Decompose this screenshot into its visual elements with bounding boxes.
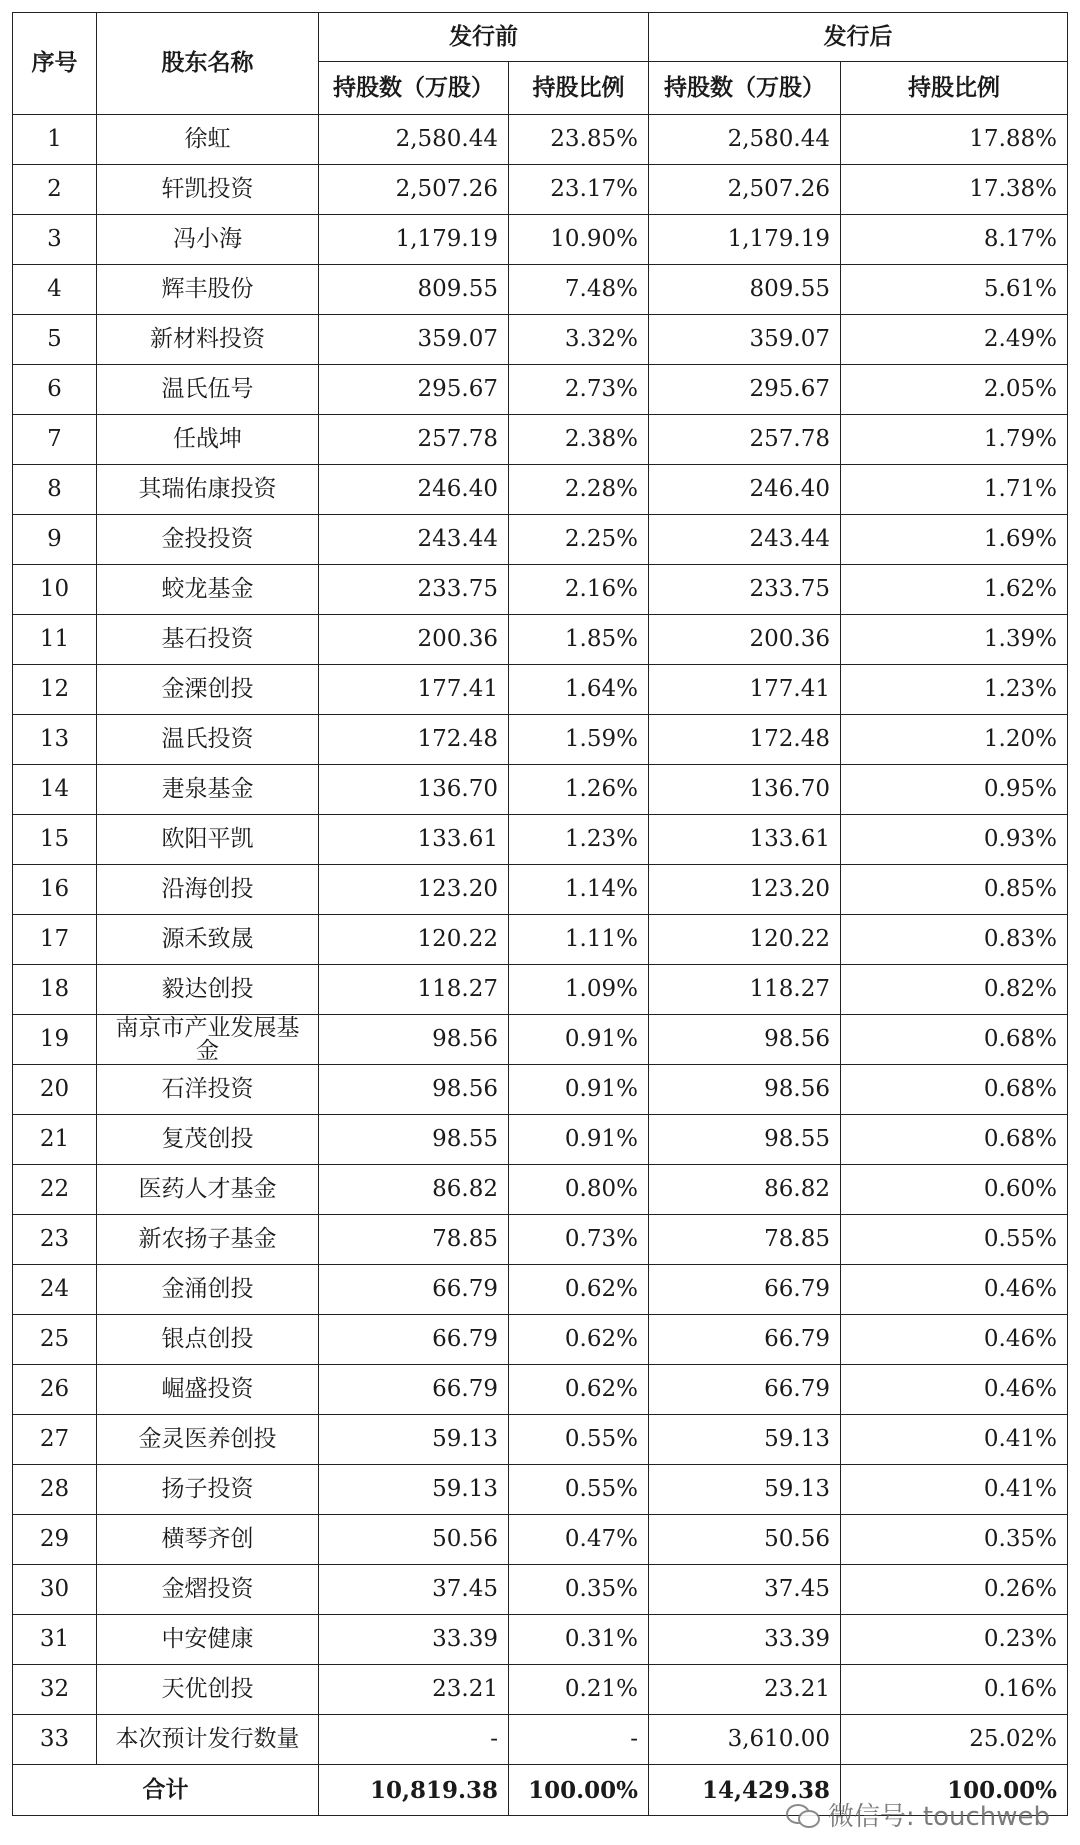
total-label: 合计 [13, 1765, 319, 1816]
table-row [13, 1415, 1068, 1465]
row-before-ratio: 0.21% [509, 1665, 649, 1715]
row-after-ratio: 0.85% [841, 865, 1068, 915]
row-before-shares: 2,507.26 [319, 165, 509, 215]
row-seq: 10 [13, 565, 97, 615]
row-seq: 6 [13, 365, 97, 415]
row-after-shares: 243.44 [649, 515, 841, 565]
row-after-shares: 33.39 [649, 1615, 841, 1665]
row-name: 银点创投 [97, 1315, 319, 1365]
row-after-shares: 59.13 [649, 1415, 841, 1465]
row-before-shares: 66.79 [319, 1265, 509, 1315]
row-seq: 21 [13, 1115, 97, 1165]
row-before-ratio: 3.32% [509, 315, 649, 365]
row-seq: 30 [13, 1565, 97, 1615]
wechat-icon [786, 1802, 820, 1828]
row-seq: 17 [13, 915, 97, 965]
table-body [13, 115, 1068, 1765]
table-row [13, 515, 1068, 565]
row-before-ratio: 1.26% [509, 765, 649, 815]
header-before: 发行前 [319, 13, 649, 62]
row-before-ratio: 1.85% [509, 615, 649, 665]
row-before-ratio: - [509, 1715, 649, 1765]
row-name: 轩凯投资 [97, 165, 319, 215]
row-after-shares: 359.07 [649, 315, 841, 365]
row-name: 疌泉基金 [97, 765, 319, 815]
row-before-shares: 172.48 [319, 715, 509, 765]
row-name: 毅达创投 [97, 965, 319, 1015]
table-row [13, 1715, 1068, 1765]
row-before-shares: 809.55 [319, 265, 509, 315]
row-after-shares: 2,507.26 [649, 165, 841, 215]
row-after-ratio: 0.16% [841, 1665, 1068, 1715]
table-row [13, 215, 1068, 265]
table-row [13, 165, 1068, 215]
row-before-shares: 120.22 [319, 915, 509, 965]
row-after-shares: 1,179.19 [649, 215, 841, 265]
row-after-ratio: 0.46% [841, 1315, 1068, 1365]
header-seq: 序号 [13, 13, 97, 115]
row-before-ratio: 0.91% [509, 1115, 649, 1165]
row-after-ratio: 0.82% [841, 965, 1068, 1015]
row-after-ratio: 5.61% [841, 265, 1068, 315]
row-seq: 14 [13, 765, 97, 815]
row-after-shares: 23.21 [649, 1665, 841, 1715]
row-name: 蛟龙基金 [97, 565, 319, 615]
row-after-ratio: 2.05% [841, 365, 1068, 415]
row-after-ratio: 0.46% [841, 1265, 1068, 1315]
row-before-shares: 98.56 [319, 1015, 509, 1065]
row-after-ratio: 0.95% [841, 765, 1068, 815]
row-name: 南京市产业发展基金 [97, 1015, 319, 1065]
table-row [13, 1065, 1068, 1115]
row-after-ratio: 17.38% [841, 165, 1068, 215]
row-seq: 16 [13, 865, 97, 915]
row-before-ratio: 0.62% [509, 1365, 649, 1415]
table-row [13, 1165, 1068, 1215]
table-row [13, 915, 1068, 965]
row-seq: 9 [13, 515, 97, 565]
row-before-ratio: 0.62% [509, 1265, 649, 1315]
row-after-shares: 200.36 [649, 615, 841, 665]
table-row [13, 1515, 1068, 1565]
row-name: 新材料投资 [97, 315, 319, 365]
row-before-shares: 257.78 [319, 415, 509, 465]
row-before-shares: 133.61 [319, 815, 509, 865]
table-row [13, 965, 1068, 1015]
row-after-shares: 233.75 [649, 565, 841, 615]
row-after-ratio: 0.23% [841, 1615, 1068, 1665]
row-seq: 33 [13, 1715, 97, 1765]
row-seq: 31 [13, 1615, 97, 1665]
table-row [13, 415, 1068, 465]
total-after-shares: 14,429.38 [649, 1765, 841, 1816]
table-row [13, 565, 1068, 615]
row-before-shares: 359.07 [319, 315, 509, 365]
row-after-ratio: 0.93% [841, 815, 1068, 865]
row-after-ratio: 25.02% [841, 1715, 1068, 1765]
row-after-ratio: 1.71% [841, 465, 1068, 515]
row-after-ratio: 1.23% [841, 665, 1068, 715]
row-before-shares: 59.13 [319, 1415, 509, 1465]
row-name: 温氏投资 [97, 715, 319, 765]
row-name: 本次预计发行数量 [97, 1715, 319, 1765]
row-seq: 8 [13, 465, 97, 515]
row-seq: 2 [13, 165, 97, 215]
row-before-ratio: 1.59% [509, 715, 649, 765]
row-name: 其瑞佑康投资 [97, 465, 319, 515]
row-before-shares: 123.20 [319, 865, 509, 915]
header-before-ratio: 持股比例 [509, 62, 649, 115]
table-row [13, 1615, 1068, 1665]
row-before-shares: 98.56 [319, 1065, 509, 1115]
row-before-ratio: 7.48% [509, 265, 649, 315]
table-row [13, 715, 1068, 765]
row-seq: 25 [13, 1315, 97, 1365]
header-after: 发行后 [649, 13, 1068, 62]
row-before-shares: 243.44 [319, 515, 509, 565]
row-before-shares: 233.75 [319, 565, 509, 615]
row-name: 崛盛投资 [97, 1365, 319, 1415]
row-after-ratio: 0.60% [841, 1165, 1068, 1215]
row-name: 金溧创投 [97, 665, 319, 715]
row-name: 扬子投资 [97, 1465, 319, 1515]
row-after-shares: 66.79 [649, 1315, 841, 1365]
table-row [13, 1015, 1068, 1065]
table-row [13, 1465, 1068, 1515]
table-row [13, 1115, 1068, 1165]
row-after-ratio: 1.62% [841, 565, 1068, 615]
row-after-shares: 123.20 [649, 865, 841, 915]
row-before-shares: 1,179.19 [319, 215, 509, 265]
row-after-ratio: 0.68% [841, 1015, 1068, 1065]
row-seq: 26 [13, 1365, 97, 1415]
row-after-shares: 2,580.44 [649, 115, 841, 165]
row-before-shares: 86.82 [319, 1165, 509, 1215]
row-after-ratio: 0.83% [841, 915, 1068, 965]
table-row [13, 665, 1068, 715]
header-name: 股东名称 [97, 13, 319, 115]
row-seq: 12 [13, 665, 97, 715]
row-seq: 20 [13, 1065, 97, 1115]
row-before-shares: 78.85 [319, 1215, 509, 1265]
row-after-shares: 809.55 [649, 265, 841, 315]
row-seq: 19 [13, 1015, 97, 1065]
row-before-shares: 98.55 [319, 1115, 509, 1165]
row-after-ratio: 0.68% [841, 1115, 1068, 1165]
table-row [13, 465, 1068, 515]
row-name: 医药人才基金 [97, 1165, 319, 1215]
total-before-ratio: 100.00% [509, 1765, 649, 1816]
row-seq: 28 [13, 1465, 97, 1515]
row-seq: 7 [13, 415, 97, 465]
row-after-shares: 66.79 [649, 1265, 841, 1315]
row-before-ratio: 2.16% [509, 565, 649, 615]
row-after-shares: 120.22 [649, 915, 841, 965]
row-name: 任战坤 [97, 415, 319, 465]
row-name: 横琴齐创 [97, 1515, 319, 1565]
table-row [13, 815, 1068, 865]
row-before-ratio: 0.91% [509, 1015, 649, 1065]
row-name: 冯小海 [97, 215, 319, 265]
table-row [13, 365, 1068, 415]
row-after-shares: 98.56 [649, 1015, 841, 1065]
watermark-text: 微信号: touchweb [827, 1802, 1050, 1832]
table-row [13, 1365, 1068, 1415]
row-after-shares: 37.45 [649, 1565, 841, 1615]
row-after-ratio: 17.88% [841, 115, 1068, 165]
row-seq: 1 [13, 115, 97, 165]
row-before-ratio: 1.23% [509, 815, 649, 865]
row-before-ratio: 2.38% [509, 415, 649, 465]
row-seq: 3 [13, 215, 97, 265]
row-after-ratio: 1.20% [841, 715, 1068, 765]
table-row [13, 1315, 1068, 1365]
row-after-shares: 257.78 [649, 415, 841, 465]
row-before-ratio: 23.85% [509, 115, 649, 165]
row-after-ratio: 1.79% [841, 415, 1068, 465]
row-before-ratio: 2.25% [509, 515, 649, 565]
row-seq: 24 [13, 1265, 97, 1315]
row-after-ratio: 0.26% [841, 1565, 1068, 1615]
row-before-ratio: 23.17% [509, 165, 649, 215]
row-name: 温氏伍号 [97, 365, 319, 415]
row-before-ratio: 2.73% [509, 365, 649, 415]
row-name: 源禾致晟 [97, 915, 319, 965]
row-before-ratio: 1.09% [509, 965, 649, 1015]
row-before-shares: 295.67 [319, 365, 509, 415]
row-after-shares: 118.27 [649, 965, 841, 1015]
row-before-ratio: 0.73% [509, 1215, 649, 1265]
row-after-ratio: 1.39% [841, 615, 1068, 665]
row-before-ratio: 10.90% [509, 215, 649, 265]
row-after-ratio: 1.69% [841, 515, 1068, 565]
row-before-ratio: 1.14% [509, 865, 649, 915]
header-before-shares: 持股数（万股） [319, 62, 509, 115]
row-after-shares: 136.70 [649, 765, 841, 815]
row-after-ratio: 0.68% [841, 1065, 1068, 1115]
row-name: 辉丰股份 [97, 265, 319, 315]
row-after-shares: 172.48 [649, 715, 841, 765]
row-after-shares: 86.82 [649, 1165, 841, 1215]
table-row [13, 865, 1068, 915]
row-seq: 22 [13, 1165, 97, 1215]
row-before-shares: 118.27 [319, 965, 509, 1015]
table-row [13, 265, 1068, 315]
table-row [13, 1215, 1068, 1265]
row-before-shares: 66.79 [319, 1315, 509, 1365]
row-seq: 18 [13, 965, 97, 1015]
total-after-ratio: 100.00% [841, 1765, 1068, 1816]
row-before-shares: 37.45 [319, 1565, 509, 1615]
total-before-shares: 10,819.38 [319, 1765, 509, 1816]
row-name: 金投投资 [97, 515, 319, 565]
row-name: 复茂创投 [97, 1115, 319, 1165]
row-seq: 5 [13, 315, 97, 365]
row-before-ratio: 1.64% [509, 665, 649, 715]
row-seq: 11 [13, 615, 97, 665]
row-seq: 15 [13, 815, 97, 865]
table-header [13, 13, 1068, 115]
shareholder-table [12, 12, 1068, 1816]
row-name: 金涌创投 [97, 1265, 319, 1315]
row-seq: 32 [13, 1665, 97, 1715]
row-before-shares: 23.21 [319, 1665, 509, 1715]
row-before-ratio: 0.55% [509, 1415, 649, 1465]
row-after-shares: 133.61 [649, 815, 841, 865]
row-after-shares: 3,610.00 [649, 1715, 841, 1765]
row-before-shares: 246.40 [319, 465, 509, 515]
row-after-shares: 66.79 [649, 1365, 841, 1415]
table-row [13, 765, 1068, 815]
row-before-ratio: 0.55% [509, 1465, 649, 1515]
row-before-ratio: 0.35% [509, 1565, 649, 1615]
row-after-ratio: 8.17% [841, 215, 1068, 265]
row-before-ratio: 0.91% [509, 1065, 649, 1115]
row-before-shares: - [319, 1715, 509, 1765]
header-after-ratio: 持股比例 [841, 62, 1068, 115]
row-after-shares: 177.41 [649, 665, 841, 715]
row-before-ratio: 2.28% [509, 465, 649, 515]
row-after-shares: 246.40 [649, 465, 841, 515]
row-after-ratio: 0.41% [841, 1465, 1068, 1515]
row-before-shares: 200.36 [319, 615, 509, 665]
row-before-ratio: 0.80% [509, 1165, 649, 1215]
row-after-shares: 98.55 [649, 1115, 841, 1165]
row-name: 金灵医养创投 [97, 1415, 319, 1465]
row-before-shares: 136.70 [319, 765, 509, 815]
header-after-shares: 持股数（万股） [649, 62, 841, 115]
row-name: 金熠投资 [97, 1565, 319, 1615]
row-name: 徐虹 [97, 115, 319, 165]
row-after-ratio: 0.55% [841, 1215, 1068, 1265]
row-name: 石洋投资 [97, 1065, 319, 1115]
row-seq: 4 [13, 265, 97, 315]
row-before-shares: 50.56 [319, 1515, 509, 1565]
row-after-ratio: 0.41% [841, 1415, 1068, 1465]
table-row [13, 1665, 1068, 1715]
row-before-shares: 59.13 [319, 1465, 509, 1515]
table-row [13, 115, 1068, 165]
row-before-ratio: 0.31% [509, 1615, 649, 1665]
row-before-ratio: 0.62% [509, 1315, 649, 1365]
row-after-shares: 295.67 [649, 365, 841, 415]
row-before-ratio: 0.47% [509, 1515, 649, 1565]
watermark [786, 1796, 1050, 1833]
row-after-ratio: 0.46% [841, 1365, 1068, 1415]
row-after-shares: 78.85 [649, 1215, 841, 1265]
row-after-shares: 50.56 [649, 1515, 841, 1565]
row-seq: 13 [13, 715, 97, 765]
table-row [13, 315, 1068, 365]
row-before-shares: 66.79 [319, 1365, 509, 1415]
row-after-ratio: 0.35% [841, 1515, 1068, 1565]
table-row [13, 1565, 1068, 1615]
row-name: 沿海创投 [97, 865, 319, 915]
row-before-shares: 2,580.44 [319, 115, 509, 165]
row-name: 中安健康 [97, 1615, 319, 1665]
row-name: 天优创投 [97, 1665, 319, 1715]
row-seq: 27 [13, 1415, 97, 1465]
row-after-shares: 98.56 [649, 1065, 841, 1115]
row-seq: 23 [13, 1215, 97, 1265]
row-after-shares: 59.13 [649, 1465, 841, 1515]
row-seq: 29 [13, 1515, 97, 1565]
row-name: 欧阳平凯 [97, 815, 319, 865]
table-row [13, 615, 1068, 665]
row-before-shares: 33.39 [319, 1615, 509, 1665]
table-row [13, 1265, 1068, 1315]
row-name: 基石投资 [97, 615, 319, 665]
row-name: 新农扬子基金 [97, 1215, 319, 1265]
row-before-shares: 177.41 [319, 665, 509, 715]
row-before-ratio: 1.11% [509, 915, 649, 965]
row-after-ratio: 2.49% [841, 315, 1068, 365]
